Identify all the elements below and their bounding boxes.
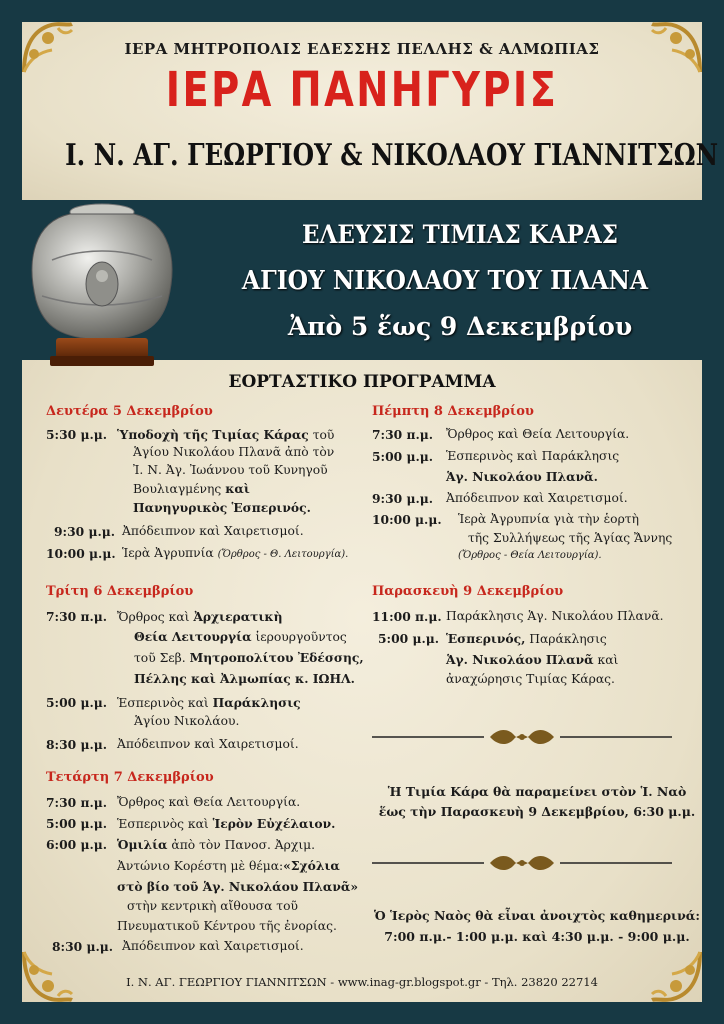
event-text: Θεία Λειτουργία ἱερουργοῦντος — [134, 629, 347, 644]
event-time: 7:30 π.μ. — [46, 609, 108, 624]
event-time: 7:30 π.μ. — [46, 795, 108, 810]
event-time: 11:00 π.μ. — [372, 609, 442, 624]
event-time: 9:30 μ.μ. — [54, 524, 116, 539]
footer-contact: Ι. Ν. ΑΓ. ΓΕΩΡΓΙΟΥ ΓΙΑΝΝΙΤΣΩΝ - www.inag-gr.blogspot.gr - Τηλ. 23820 22714 — [126, 975, 598, 989]
event-time: 5:00 μ.μ. — [378, 631, 440, 646]
event-time: 9:30 μ.μ. — [372, 491, 434, 506]
event-text: στὸ βίο τοῦ Ἁγ. Νικολάου Πλανᾶ» — [117, 879, 359, 894]
opening-hours-note: Ὁ Ἱερὸς Ναὸς θὰ εἶναι ἀνοιχτὸς καθημερινά: — [374, 908, 700, 923]
event-text: Βουλιαγμένης καὶ — [133, 481, 250, 496]
event-text: Ἀντώνιο Κορέστη μὲ θέμα:«Σχόλια — [117, 858, 340, 873]
event-text: Ἱερὰ Ἀγρυπνία (Ὄρθρος - Θ. Λειτουργία). — [122, 546, 349, 560]
metropolis-title: ΙΕΡΑ ΜΗΤΡΟΠΟΛΙΣ ΕΔΕΣΣΗΣ ΠΕΛΛΗΣ & ΑΛΜΩΠΙΑΣ — [124, 40, 600, 58]
program-title: ΕΟΡΤΑΣΤΙΚΟ ΠΡΟΓΡΑΜΜΑ — [228, 372, 496, 392]
event-text: Ἁγίου Νικολάου. — [134, 714, 240, 728]
event-text: Ἀπόδειπνον καὶ Χαιρετισμοί. — [446, 491, 628, 505]
flourish-divider-icon — [372, 726, 672, 748]
event-text: Ἀπόδειπνον καὶ Χαιρετισμοί. — [122, 524, 304, 538]
event-text: Ὁμιλία ἀπὸ τὸν Πανοσ. Ἀρχιμ. — [117, 837, 316, 852]
event-text: τῆς Συλλήψεως τῆς Ἁγίας Ἄννης — [468, 531, 673, 545]
event-time: 5:00 μ.μ. — [46, 816, 108, 831]
opening-hours-note: 7:00 π.μ.- 1:00 μ.μ. καὶ 4:30 μ.μ. - 9:00 μ.μ. — [384, 929, 690, 944]
event-text: Ἁγ. Νικολάου Πλανᾶ. — [446, 469, 598, 484]
church-name: Ι. Ν. ΑΓ. ΓΕΩΡΓΙΟΥ & ΝΙΚΟΛΑΟΥ ΓΙΑΝΝΙΤΣΩΝ — [65, 138, 719, 173]
reliquary-image — [22, 200, 182, 370]
event-time: 5:00 μ.μ. — [46, 695, 108, 710]
event-text: τοῦ Σεβ. Μητροπολίτου Ἐδέσσης, — [134, 650, 364, 665]
event-text: Πέλλης καὶ Ἀλμωπίας κ. ΙΩΗΛ. — [134, 671, 355, 686]
event-text: Ἀπόδειπνον καὶ Χαιρετισμοί. — [122, 939, 304, 953]
event-time: 8:30 μ.μ. — [52, 939, 114, 954]
event-text: ἀναχώρησις Τιμίας Κάρας. — [446, 672, 615, 686]
event-text: στὴν κεντρικὴ αἴθουσα τοῦ — [127, 899, 298, 913]
event-text: Πνευματικοῦ Κέντρου τῆς ἐνορίας. — [117, 919, 337, 933]
event-text: Ἑσπερινὸς καὶ Ἱερὸν Εὐχέλαιον. — [117, 816, 336, 831]
event-time: 10:00 μ.μ. — [372, 512, 442, 527]
relic-stay-note: Ἡ Τιμία Κάρα θὰ παραμείνει στὸν Ἱ. Ναὸ — [387, 784, 687, 799]
day-heading-thursday: Πέμπτη 8 Δεκεμβρίου — [372, 404, 534, 419]
event-text: Ὑποδοχὴ τῆς Τιμίας Κάρας τοῦ — [117, 427, 335, 442]
event-time: 8:30 μ.μ. — [46, 737, 108, 752]
event-time: 6:00 μ.μ. — [46, 837, 108, 852]
event-time: 10:00 μ.μ. — [46, 546, 116, 561]
event-text: Πανηγυρικὸς Ἑσπερινός. — [133, 500, 311, 515]
event-time: 5:00 μ.μ. — [372, 449, 434, 464]
page-title: ΙΕΡΑ ΠΑΝΗΓΥΡΙΣ — [165, 62, 559, 118]
event-time: 7:30 π.μ. — [372, 427, 434, 442]
flourish-divider-icon — [372, 852, 672, 874]
event-text: Ἰ. Ν. Ἀγ. Ἰωάννου τοῦ Κυνηγοῦ — [133, 463, 328, 477]
event-text: Ἁγ. Νικολάου Πλανᾶ καὶ — [446, 652, 619, 667]
day-heading-friday: Παρασκευὴ 9 Δεκεμβρίου — [372, 584, 564, 599]
event-text: Ἑσπερινὸς καὶ Παράκλησις — [446, 449, 620, 463]
event-text: Ἀπόδειπνον καὶ Χαιρετισμοί. — [117, 737, 299, 751]
day-heading-monday: Δευτέρα 5 Δεκεμβρίου — [46, 404, 213, 419]
day-heading-wednesday: Τετάρτη 7 Δεκεμβρίου — [46, 770, 214, 785]
event-text: Παράκλησις Ἁγ. Νικολάου Πλανᾶ. — [446, 609, 664, 623]
event-time: 5:30 μ.μ. — [46, 427, 108, 442]
event-text: (Ὄρθρος - Θεία Λειτουργία). — [458, 550, 602, 561]
event-text: Ὄρθρος καὶ Ἀρχιερατικὴ — [117, 609, 283, 624]
event-title-line1: ΕΛΕΥΣΙΣ ΤΙΜΙΑΣ ΚΑΡΑΣ — [301, 220, 619, 249]
event-text: Ἑσπερινός, Παράκλησις — [446, 631, 607, 646]
event-text: Ἑσπερινὸς καὶ Παράκλησις — [117, 695, 301, 710]
event-text: Ἁγίου Νικολάου Πλανᾶ ἀπὸ τὸν — [133, 445, 335, 459]
event-title-line2: ΑΓΙΟΥ ΝΙΚΟΛΑΟΥ ΤΟΥ ΠΛΑΝΑ — [241, 266, 649, 296]
event-dates: Ἀπὸ 5 ἕως 9 Δεκεμβρίου — [287, 312, 633, 341]
event-text: Ὄρθρος καὶ Θεία Λειτουργία. — [117, 795, 301, 809]
day-heading-tuesday: Τρίτη 6 Δεκεμβρίου — [46, 584, 194, 599]
relic-stay-note: ἕως τὴν Παρασκευὴ 9 Δεκεμβρίου, 6:30 μ.μ. — [378, 804, 696, 819]
event-text: Ἱερὰ Ἀγρυπνία γιὰ τὴν ἑορτὴ — [458, 512, 639, 526]
event-text: Ὄρθρος καὶ Θεία Λειτουργία. — [446, 427, 630, 441]
